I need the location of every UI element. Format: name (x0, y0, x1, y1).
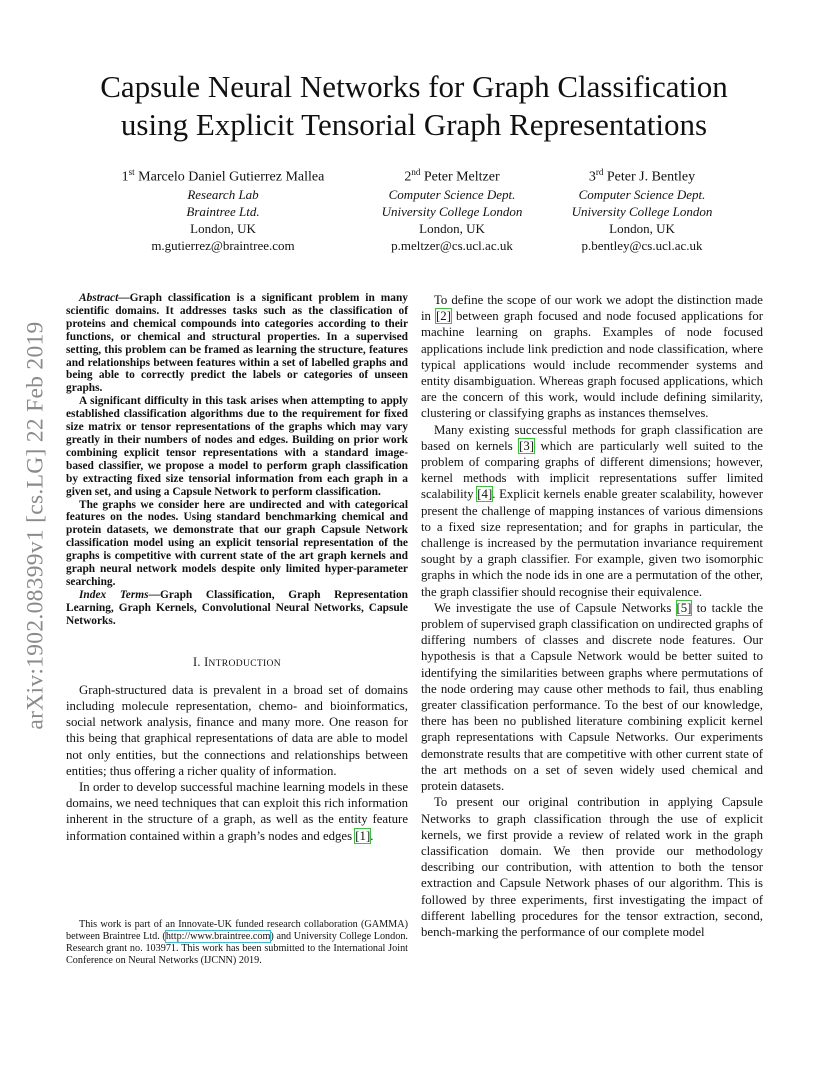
right-paragraph-2-text-b: which are particularly well suited to the problem of comparing graphs of different dimensions; however, kernel methods with implicit representations suffer limited scalability (421, 438, 763, 502)
section-title-initial: I (204, 654, 209, 669)
section-title-rest: NTRODUCTION (208, 657, 282, 669)
author-ordinal: 3 (588, 169, 596, 185)
section-number: I. (192, 654, 201, 669)
title-line-2: using Explicit Tensorial Graph Representations (120, 107, 708, 142)
right-paragraph-4: To present our original contribution in applying Capsule Networks to graph classification through the use of explicit kernels, we first provide a review of related work in the graph classification domain. We then provide our methodology describing our contribution, with attention to both the tensor extraction and Capsule Network phases of our algorithm. This is followed by three experiments, first investigating the impact of different labelling procedures for the tensor extraction, second, bench-marking the performance of our complete model (421, 795, 763, 939)
author-block-1 (98, 164, 348, 254)
arxiv-identifier-stamp (10, 290, 62, 760)
author-name-line (352, 164, 552, 186)
author-email: m.gutierrez@braintree.com (151, 237, 295, 253)
index-terms (66, 589, 408, 628)
citation-link-1[interactable]: [1] (355, 828, 371, 843)
introduction-body (66, 682, 408, 844)
left-column (66, 292, 408, 844)
right-paragraph-3 (421, 600, 763, 794)
author-location: London, UK (609, 220, 675, 236)
author-email: p.meltzer@cs.ucl.ac.uk (391, 237, 513, 253)
author-organization: University College London (381, 203, 523, 219)
author-email: p.bentley@cs.ucl.ac.uk (581, 237, 703, 253)
arxiv-id-text: arXiv:1902.08399v1 [cs.LG] 22 Feb 2019 (22, 320, 49, 730)
author-ordinal-suffix: st (128, 167, 135, 177)
author-location: London, UK (190, 220, 256, 236)
right-paragraph-2 (421, 422, 763, 600)
citation-link-4[interactable]: [4] (477, 487, 493, 502)
right-column (421, 292, 763, 940)
intro-paragraph-2-end: . (370, 828, 374, 843)
author-block-3 (552, 164, 732, 254)
right-paragraph-2-text-a: Many existing successful methods for graph classification are based on kernels (421, 422, 763, 453)
author-ordinal: 2 (404, 169, 412, 185)
paper-title (60, 68, 768, 144)
braintree-url-link[interactable]: http://www.braintree.com (165, 931, 271, 942)
right-paragraph-2-text-c: . Explicit kernels enable greater scalability, however present the challenge of mapping instances of various dimensions to a fixed size representation; and for graphs in particular, the challenge is increased by the permutation invariance requirement sought by a graph classifier. For example, given two isomorphic graphs in which the node ids in one are a permutation of the other, the graph classifier should recognise their equivalence. (421, 487, 763, 599)
citation-link-3[interactable]: [3] (519, 438, 535, 453)
abstract-paragraph-3: The graphs we consider here are undirected and with categorical features on the nodes. Using standard benchmarking chemical and protein datasets, we demonstrate that our graph Capsule Network classification model using an explicit tensorial representation of the graphs is competitive with current state of the art graph kernels and graph neural network models despite only limited hyper-parameter searching. (66, 498, 408, 588)
author-department: Research Lab (187, 186, 259, 202)
author-name: Peter Meltzer (423, 169, 500, 185)
author-organization: University College London (571, 203, 713, 219)
right-paragraph-1-text-a: To define the scope of our work we adopt the distinction made in (421, 293, 763, 324)
right-paragraph-3-text-b: to tackle the problem of supervised graph classification on undirected graphs of differing numbers of classes and discrete node features. Our hypothesis is that a Capsule Network would be better suited to identifying the similarities between graphs where permutations of the node ordering may cause other methods to fail, thus enabling greater classification performance. To the best of our knowledge, there has been no published literature combining explicit kernel graph representations with Capsule Networks. Our experiments demonstrate results that are competitive with other current state of the art methods on a set of seven widely used chemical and protein datasets. (421, 600, 764, 794)
author-location: London, UK (419, 220, 485, 236)
right-paragraph-3-text-a: We investigate the use of Capsule Networks (434, 600, 677, 615)
citation-link-2[interactable]: [2] (436, 309, 451, 324)
right-paragraph-1 (421, 292, 763, 422)
author-department: Computer Science Dept. (388, 186, 516, 202)
footnote-text-start: This work is part of an Innovate-UK funded research collaboration (GAMMA) between Braintree Ltd. ( (66, 919, 408, 942)
intro-paragraph-2-text: In order to develop successful machine learning models in these domains, we need techniques that can exploit this rich information inherent in the structure of a graph, as well as the entity feature information contained within a graph’s nodes and edges (66, 780, 408, 843)
author-block-2 (352, 164, 552, 254)
abstract-paragraph-2: A significant difficulty in this task arises when attempting to apply established classification algorithms due to the requirement for fixed size matrix or tensor representations of the graphs which may vary greatly in their numbers of nodes and edges. Building on prior work combining explicit tensor representations with a standard image-based classifier, we propose a model to perform graph classification by extracting fixed size tensorial information from each graph in a given set, and using a Capsule Network to perform classification. (66, 395, 408, 498)
intro-paragraph-2 (66, 779, 408, 844)
abstract (66, 292, 408, 628)
author-name-line (552, 164, 732, 186)
abstract-text-1: —Graph classification is a significant problem in many scientific domains. It addresses tasks such as the classification of proteins and chemical compounds into categories according to their functions, or chemical and structural properties. In a supervised setting, this problem can be framed as learning the structure, features and relationships between features within a set of labelled graphs and being able to correctly predict the labels or categories of unseen graphs. (66, 292, 408, 395)
citation-link-5[interactable]: [5] (676, 600, 692, 615)
author-department: Computer Science Dept. (578, 186, 706, 202)
author-ordinal: 1 (121, 169, 129, 185)
author-name: Peter J. Bentley (606, 169, 696, 185)
index-terms-text: —Graph Classification, Graph Representation Learning, Graph Kernels, Convolutional Neural Networks, Capsule Networks. (66, 588, 408, 627)
abstract-label: Abstract (79, 292, 119, 304)
author-ordinal-suffix: rd (595, 167, 604, 177)
section-heading-introduction (66, 654, 408, 672)
author-name-line (98, 164, 348, 186)
footnote (66, 919, 408, 967)
author-organization: Braintree Ltd. (186, 203, 260, 219)
index-terms-label: Index Terms (79, 588, 149, 601)
author-name: Marcelo Daniel Gutierrez Mallea (138, 169, 325, 185)
title-line-1: Capsule Neural Networks for Graph Classification (100, 69, 728, 104)
intro-paragraph-1: Graph-structured data is prevalent in a broad set of domains including molecule representation, chemo- and bioinformatics, social network analysis, finance and many more. One reason for this being that graphical representations of data are able to model not only entities, but the connections and relationships between entities; thus offering a richer quality of information. (66, 682, 408, 778)
right-paragraph-1-text-b: between graph focused and node focused applications for machine learning on graphs. Examples of node focused applications include link prediction and node classification, where typical applications would include recommender systems and entity disambiguation. Whereas graph focused applications, which are the concern of this work, would include defining similarity, clustering or classifying graphs as instances themselves. (421, 309, 763, 421)
author-ordinal-suffix: nd (411, 167, 421, 177)
abstract-paragraph-1 (66, 292, 408, 395)
footnote-text-end: ) and University College London. Research grant no. 103971. This work has been submitted to the International Joint Conference on Neural Networks (IJCNN) 2019. (66, 931, 408, 966)
